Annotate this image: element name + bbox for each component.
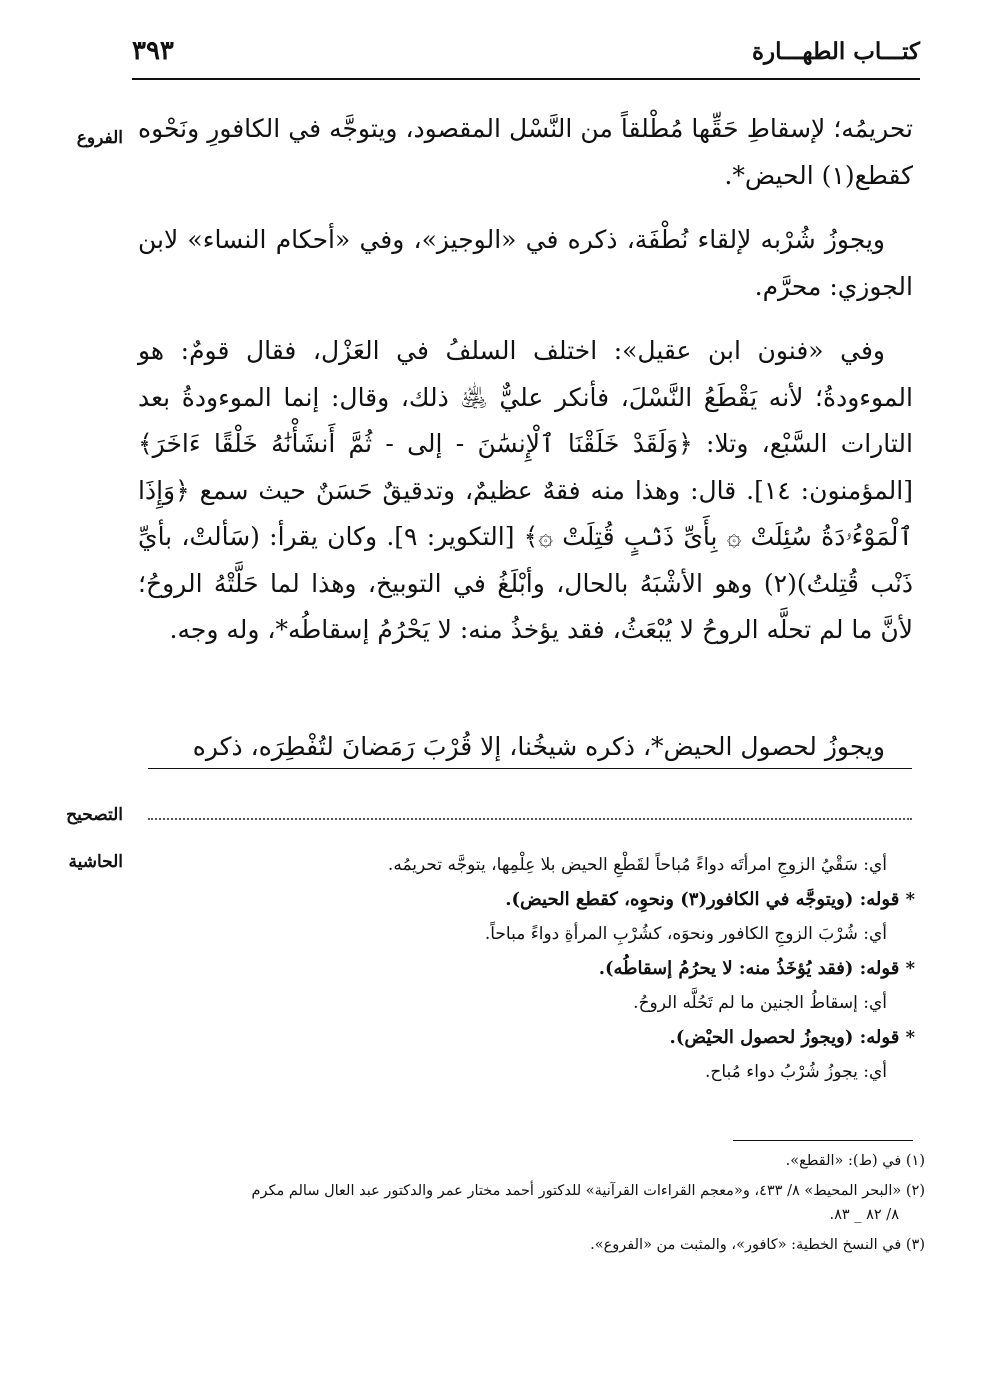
tashih-dotted-line [148, 818, 912, 820]
main-text-rule [148, 768, 912, 769]
side-label-furu: الفروع [76, 128, 123, 148]
footnote-2-continued: ٨/ ٨٢ _ ٨٣. [829, 1207, 899, 1223]
hashiya-quote-4: * قوله: (ويجوزُ لحصول الحيْض). [669, 1026, 915, 1048]
footnote-2: (٢) «البحر المحيط» ٨/ ٤٣٣، و«معجم القراءات القرآنية» للدكتور أحمد مختار عمر والدكتور عبد العال سالم مكرم [251, 1183, 925, 1199]
hashiya-quote-2: * قوله: (ويتوجَّه في الكافور(٣) ونحوِه، كقطع الحيض). [505, 888, 915, 910]
page-header [132, 38, 920, 78]
footnote-3: (٣) في النسخ الخطية: «كافور»، والمثبت من «الفروع». [590, 1237, 925, 1253]
book-title: كتـــاب الطهـــارة [751, 38, 920, 65]
side-label-tashih: التصحيح [66, 805, 123, 825]
main-paragraph-1: تحريمُه؛ لإسقاطِ حَقِّها مُطْلقاً من النَّسْل المقصود، ويتوجَّه في الكافورِ ونَحْوه كقطع(١) الحيض*. [138, 114, 913, 190]
footnotes [132, 1149, 925, 1257]
header-rule [132, 78, 920, 80]
side-label-hashiya: الحاشية [68, 852, 123, 872]
main-paragraph-3: وفي «فنون ابن عقيل»: اختلف السلفُ في العَزْل، فقال قومٌ: هو الموءودةُ؛ لأنه يَقْطَعُ النَّسْلَ، فأنكر عليٌّ ﵁ ذلك، وقال: إنما الموءودةُ بعد التارات السَّبْع، وتلا: ﴿وَلَقَدْ خَلَقْنَا ٱلْإِنسَٰنَ - إلى - ثُمَّ أَنشَأْنَٰهُ خَلْقًا ءَاخَرَ﴾ [المؤمنون: ١٤]. قال: وهذا منه فقهٌ عظيمٌ، وتدقيقٌ حَسَنٌ حيث سمع ﴿وَإِذَا ٱلْمَوْءُۥدَةُ سُئِلَتْ ۞ بِأَىِّ ذَنۢبٍ قُتِلَتْ ۞﴾ [التكوير: ٩]. وكان يقرأ: (سَألتْ، بأيِّ ذَنْب قُتِلتُ)(٢) وهو الأشْبَهُ بالحال، وأبْلَغُ في التوبيخ، وهذا لما حَلَّتْهُ الروحُ؛ لأنَّ ما لم تحلَّه الروحُ لا يُبْعَثُ، فقد يؤخذُ منه: لا يَحْرُمُ إسقاطُه*، وله وجه. [138, 336, 913, 644]
hashiya-line-1: أي: سَقْيُ الزوجِ امرأتَه دواءً مُباحاً لقَطْعِ الحيض بلا عِلْمِها، يتوجَّه تحريمُه. [387, 855, 887, 875]
hashiya-line-4: أي: يجوزُ شُرْبُ دواء مُباح. [705, 1062, 887, 1082]
hashiya-section [140, 848, 915, 1090]
page-number: ٣٩٣ [132, 36, 174, 66]
footnote-1: (١) في (ط): «القطع». [785, 1153, 925, 1169]
footnote-rule [733, 1140, 913, 1141]
main-paragraph-2: ويجوزُ شُرْبه لإلقاء نُطْفَة، ذكره في «الوجيز»، وفي «أحكام النساء» لابن الجوزي: محرَّم. [138, 225, 913, 301]
main-last-line: ويجوزُ لحصول الحيض*، ذكره شيخُنا، إلا قُرْبَ رَمَضانَ لتُفْطِرَه، ذكره [192, 732, 885, 761]
hashiya-quote-3: * قوله: (فقد يُؤخَذُ منه: لا يحرُمُ إسقاطُه). [598, 957, 915, 979]
main-text [138, 106, 913, 654]
hashiya-line-2: أي: شُرْبَ الزوجِ الكافور ونحوَه، كشُرْبِ المرأةِ دواءً مباحاً. [484, 924, 887, 944]
hashiya-line-3: أي: إسقاطُ الجنين ما لم تَحُلَّه الروحُ. [633, 993, 887, 1013]
